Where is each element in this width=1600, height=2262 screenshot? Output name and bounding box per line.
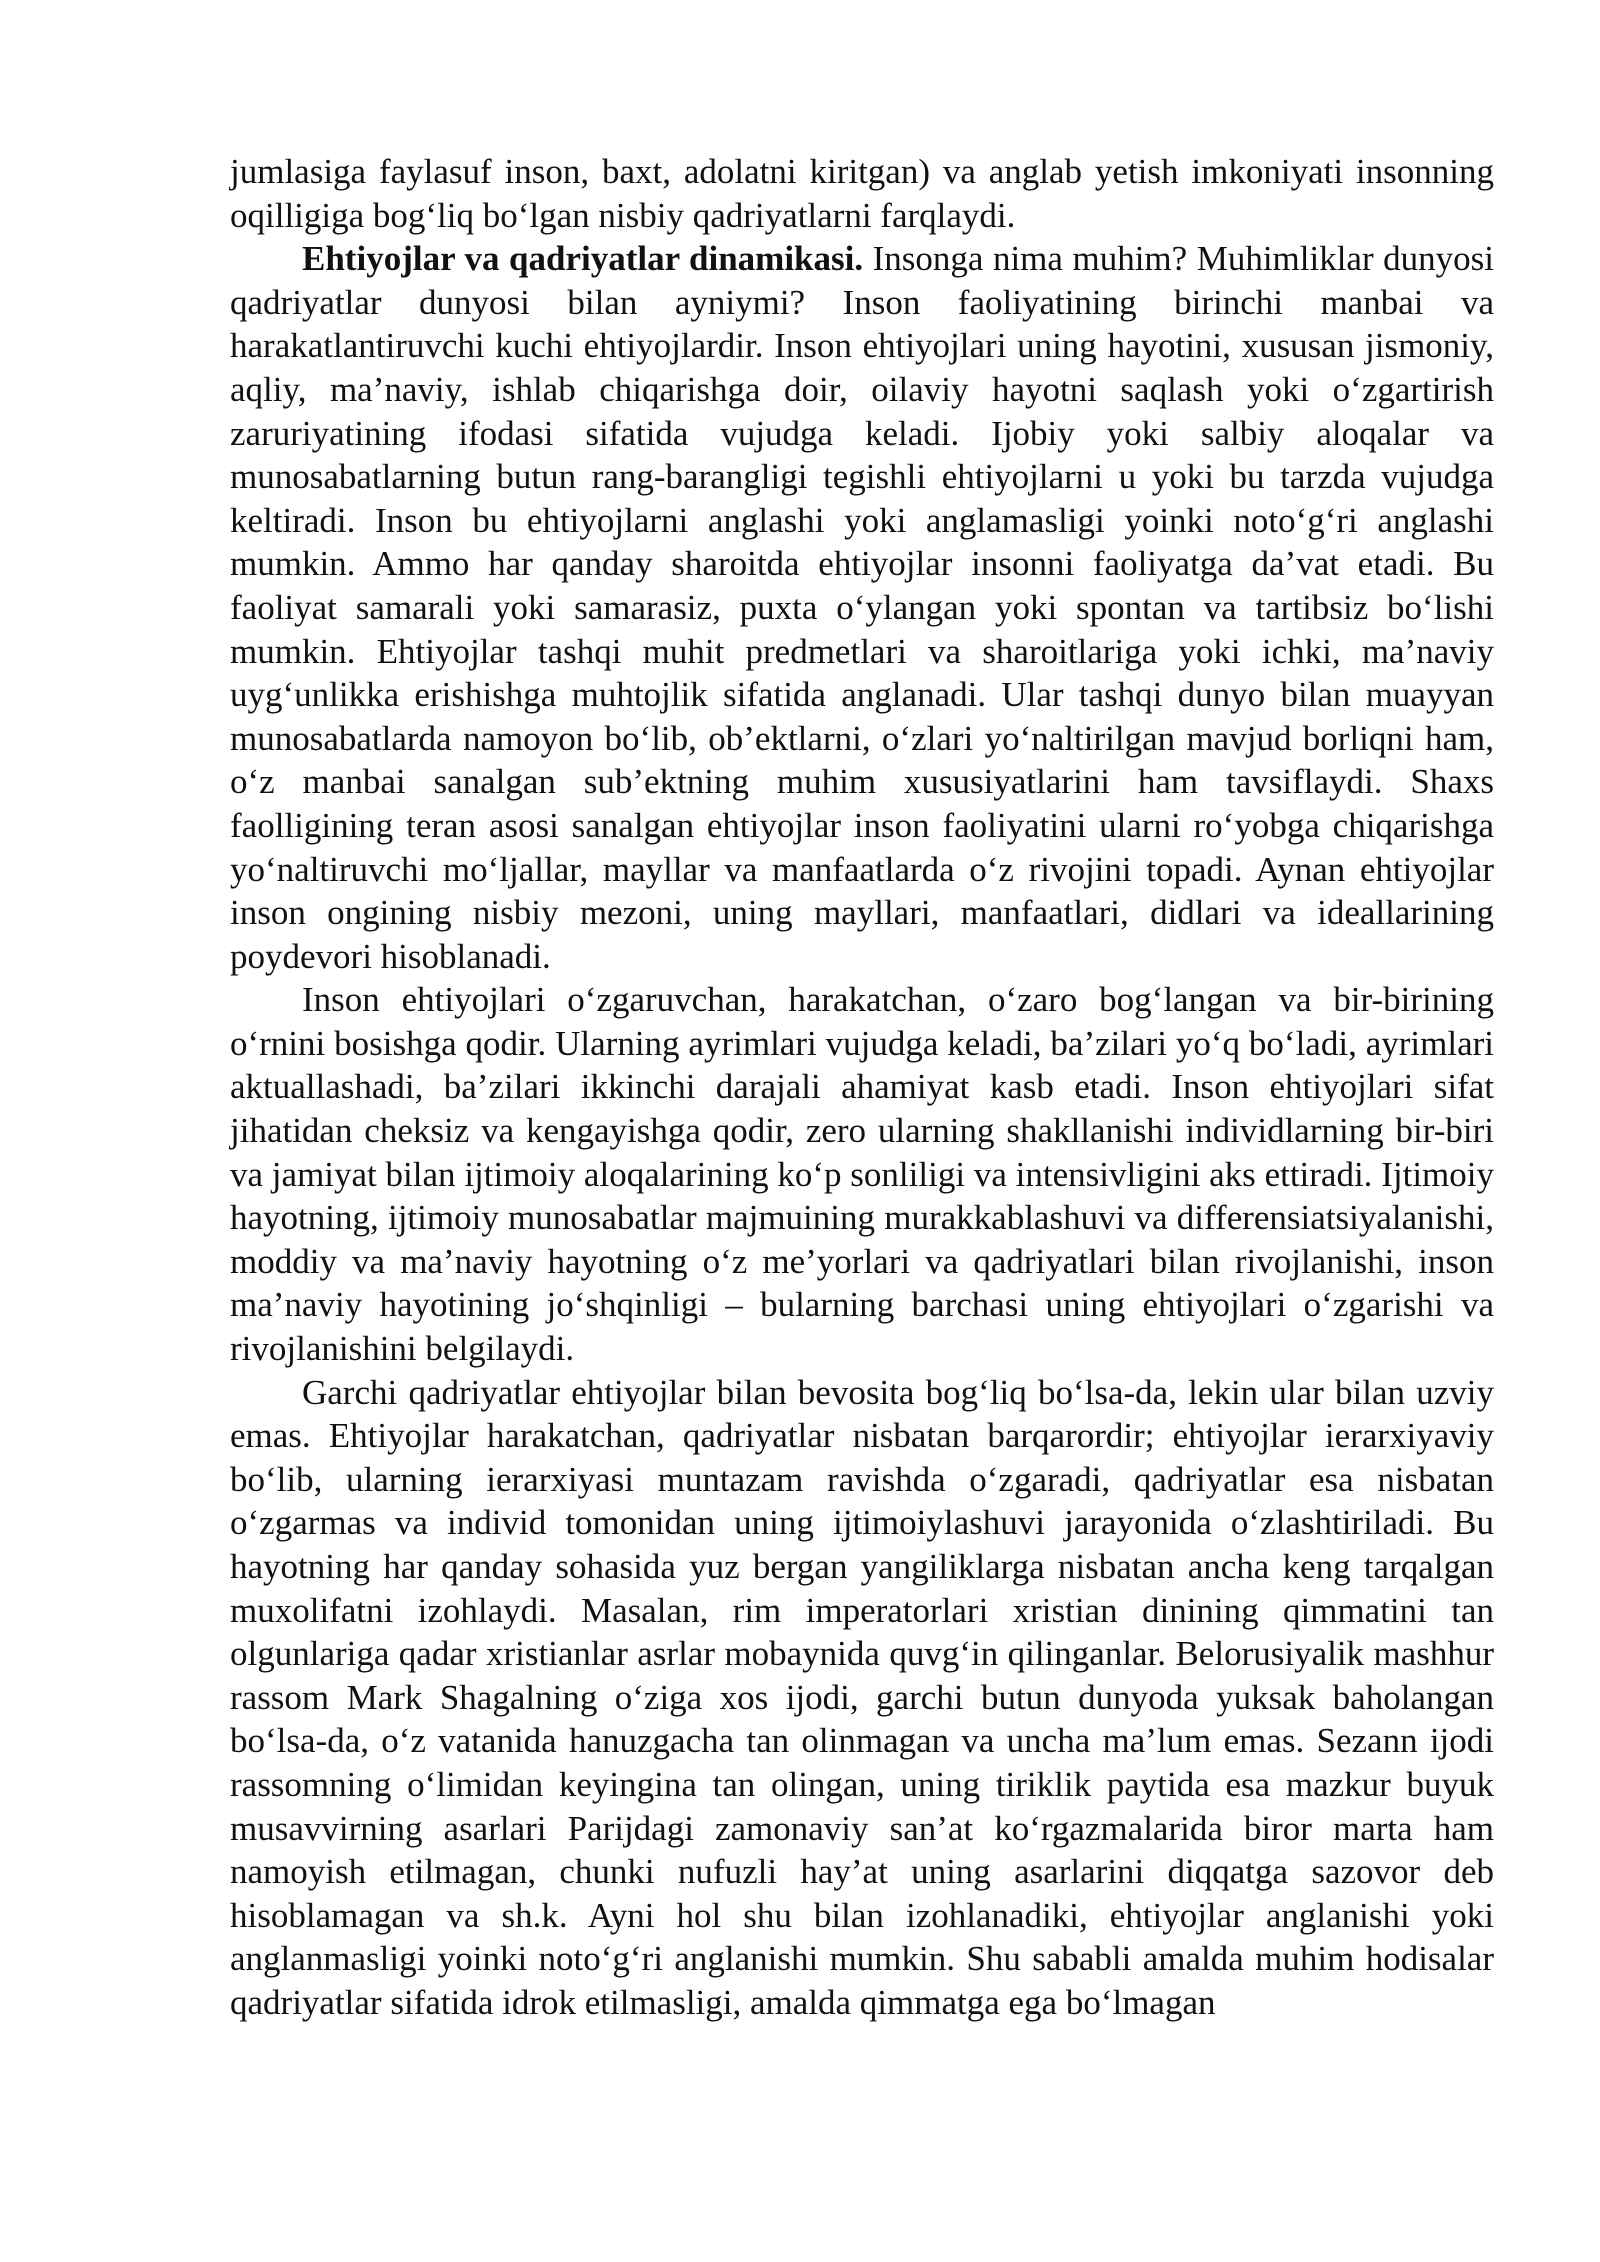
paragraph-text: Inson ehtiyojlari o‘zgaruvchan, harakatchan, o‘zaro bog‘langan va bir-birining o‘rnini bosishga qodir. Ularning ayrimlari vujudga keladi, ba’zilari yo‘q bo‘ladi, ayrimlari aktuallashadi, ba’zilari ikkinchi darajali ahamiyat kasb etadi. Inson ehtiyojlari sifat jihatidan cheksiz va kengayishga qodir, zero ularning shakllanishi individlarning bir-biri va jamiyat bilan ijtimoiy aloqalarining ko‘p sonliligi va intensivligini aks ettiradi. Ijtimoiy hayotning, ijtimoiy munosabatlar majmuining murakkablashuvi va differensiatsiyalanishi, moddiy va ma’naviy hayotning o‘z me’yorlari va qadriyatlari bilan rivojlanishi, inson ma’naviy hayotining jo‘shqinligi – bularning barchasi uning ehtiyojlari o‘zgarishi va rivojlanishini belgilaydi. <box>230 980 1494 1369</box>
paragraph-needs-values <box>230 237 1494 978</box>
paragraph-continuation <box>230 150 1494 237</box>
paragraph-needs-changeable <box>230 978 1494 1370</box>
paragraph-values-stable <box>230 1371 1494 2025</box>
paragraph-text: jumlasiga faylasuf inson, baxt, adolatni kiritgan) va anglab yetish imkoniyati insonning oqilligiga bog‘liq bo‘lgan nisbiy qadriyatlarni farqlaydi. <box>230 152 1494 235</box>
section-heading: Ehtiyojlar va qadriyatlar dinamikasi. <box>302 239 864 279</box>
paragraph-text: Garchi qadriyatlar ehtiyojlar bilan bevosita bog‘liq bo‘lsa-da, lekin ular bilan uzviy emas. Ehtiyojlar harakatchan, qadriyatlar nisbatan barqarordir; ehtiyojlar ierarxiyaviy bo‘lib, ularning ierarxiyasi muntazam ravishda o‘zgaradi, qadriyatlar esa nisbatan o‘zgarmas va individ tomonidan uning ijtimoiylashuvi jarayonida o‘zlashtiriladi. Bu hayotning har qanday sohasida yuz bergan yangiliklarga nisbatan ancha keng tarqalgan muxolifatni izohlaydi. Masalan, rim imperatorlari xristian dinining qimmatini tan olgunlariga qadar xristianlar asrlar mobaynida quvg‘in qilinganlar. Belorusiyalik mashhur rassom Mark Shagalning o‘ziga xos ijodi, garchi butun dunyoda yuksak baholangan bo‘lsa-da, o‘z vatanida hanuzgacha tan olinmagan va uncha ma’lum emas. Sezann ijodi rassomning o‘limidan keyingina tan olingan, uning tiriklik paytida esa mazkur buyuk musavvirning asarlari Parijdagi zamonaviy san’at ko‘rgazmalarida biror marta ham namoyish etilmagan, chunki nufuzli hay’at uning asarlarini diqqatga sazovor deb hisoblamagan va sh.k. Ayni hol shu bilan izohlanadiki, ehtiyojlar anglanishi yoki anglanmasligi yoinki noto‘g‘ri anglanishi mumkin. Shu sababli amalda muhim hodisalar qadriyatlar sifatida idrok etilmasligi, amalda qimmatga ega bo‘lmagan <box>230 1372 1494 2022</box>
document-page <box>230 150 1494 2025</box>
paragraph-text: Insonga nima muhim? Muhimliklar dunyosi qadriyatlar dunyosi bilan ayniymi? Inson faoliyatining birinchi manbai va harakatlantiruvchi kuchi ehtiyojlardir. Inson ehtiyojlari uning hayotini, xususan jismoniy, aqliy, ma’naviy, ishlab chiqarishga doir, oilaviy hayotni saqlash yoki o‘zgartirish zaruriyatining ifodasi sifatida vujudga keladi. Ijobiy yoki salbiy aloqalar va munosabatlarning butun rang-barangligi tegishli ehtiyojlarni u yoki bu tarzda vujudga keltiradi. Inson bu ehtiyojlarni anglashi yoki anglamasligi yoinki noto‘g‘ri anglashi mumkin. Ammo har qanday sharoitda ehtiyojlar insonni faoliyatga da’vat etadi. Bu faoliyat samarali yoki samarasiz, puxta o‘ylangan yoki spontan va tartibsiz bo‘lishi mumkin. Ehtiyojlar tashqi muhit predmetlari va sharoitlariga yoki ichki, ma’naviy uyg‘unlikka erishishga muhtojlik sifatida anglanadi. Ular tashqi dunyo bilan muayyan munosabatlarda namoyon bo‘lib, ob’ektlarni, o‘zlari yo‘naltirilgan mavjud borliqni ham, o‘z manbai sanalgan sub’ektning muhim xususiyatlarini ham tavsiflaydi. Shaxs faolligining teran asosi sanalgan ehtiyojlar inson faoliyatini ularni ro‘yobga chiqarishga yo‘naltiruvchi mo‘ljallar, mayllar va manfaatlarda o‘z rivojini topadi. Aynan ehtiyojlar inson ongining nisbiy mezoni, uning mayllari, manfaatlari, didlari va ideallarining poydevori hisoblanadi. <box>230 239 1494 976</box>
